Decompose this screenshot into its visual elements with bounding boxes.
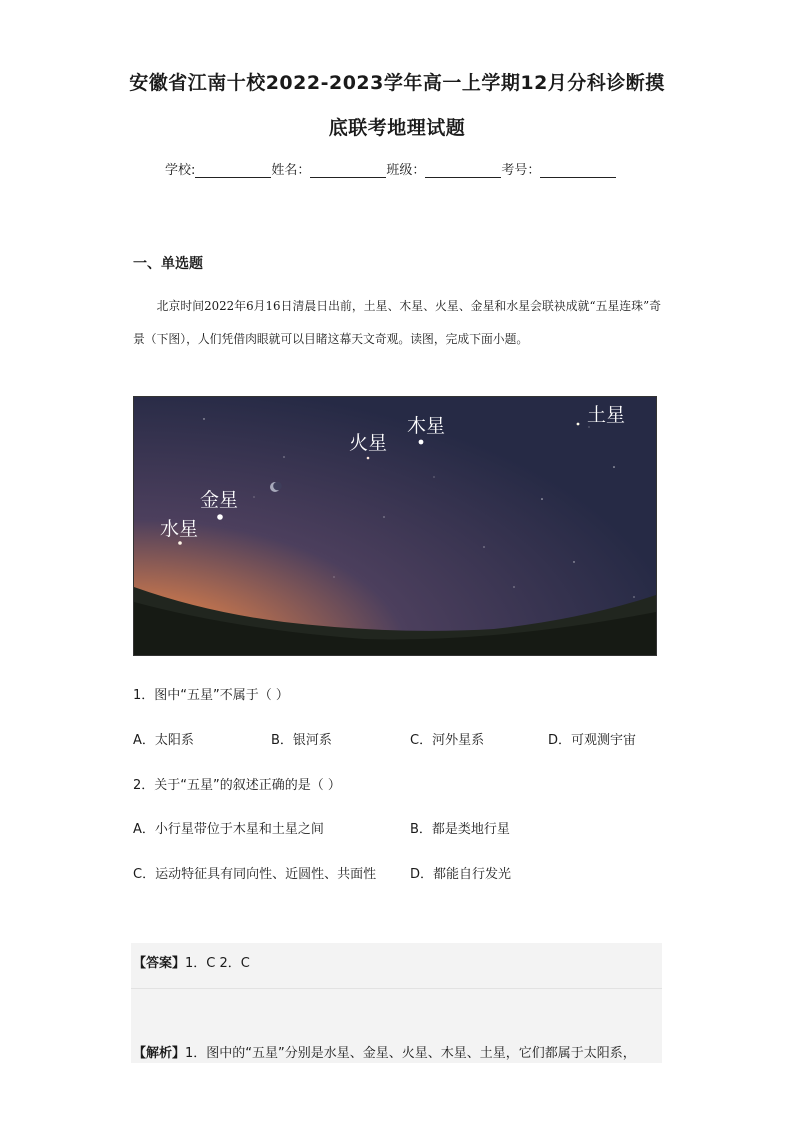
answer-label: 【答案】	[133, 956, 186, 971]
analysis-label: 【解析】	[133, 1046, 186, 1061]
mercury-label: 水星	[160, 518, 199, 540]
saturn-label: 土星	[587, 404, 626, 426]
name-blank[interactable]	[310, 163, 386, 178]
planet-alignment-figure	[133, 396, 657, 656]
saturn-dot	[577, 423, 580, 426]
school-blank[interactable]	[195, 163, 271, 178]
exam-number-blank[interactable]	[540, 163, 616, 178]
question-2-option-d[interactable]: D．都能自行发光	[410, 867, 512, 882]
answer-text: 1．C 2．C	[185, 956, 250, 971]
exam-number-label: 考号：	[501, 163, 541, 178]
answer-line	[133, 952, 250, 971]
name-label: 姓名：	[271, 163, 311, 178]
school-label: 学校:	[165, 163, 196, 178]
class-blank[interactable]	[425, 163, 501, 178]
question-1-option-b[interactable]: B．银河系	[271, 733, 332, 748]
question-passage: 北京时间2022年6月16日清晨日出前，土星、木星、火星、金星和水星会联袂成就“五星连珠”奇景（下图），人们凭借肉眼就可以目睹这幕天文奇观。读图，完成下面小题。	[133, 299, 661, 346]
venus-label: 金星	[200, 489, 239, 511]
answer-divider	[131, 988, 662, 989]
question-1-option-c[interactable]: C．河外星系	[410, 733, 485, 748]
question-1-stem: 1．图中“五星”不属于（ ）	[133, 688, 289, 703]
question-2-option-b[interactable]: B．都是类地行星	[410, 822, 510, 837]
question-1-option-d[interactable]: D．可观测宇宙	[548, 733, 637, 748]
jupiter-label: 木星	[407, 415, 446, 437]
document-title-line-1: 安徽省江南十校2022-2023学年高一上学期12月分科诊断摸	[129, 72, 665, 94]
mars-label: 火星	[349, 432, 388, 454]
section-heading: 一、单选题	[133, 256, 203, 272]
mercury-dot	[178, 541, 182, 545]
venus-dot	[217, 514, 223, 520]
question-2-option-a[interactable]: A．小行星带位于木星和土星之间	[133, 822, 324, 837]
document-title-line-2: 底联考地理试题	[328, 117, 466, 139]
question-2-stem: 2．关于“五星”的叙述正确的是（ ）	[133, 778, 341, 793]
analysis-text: 1．图中的“五星”分别是水星、金星、火星、木星、土星，它们都属于太阳系，	[185, 1046, 636, 1061]
question-2-option-c[interactable]: C．运动特征具有同向性、近圆性、共面性	[133, 867, 377, 882]
student-info-row	[165, 159, 616, 178]
question-1-option-a[interactable]: A．太阳系	[133, 733, 194, 748]
analysis-line	[133, 1042, 636, 1061]
class-label: 班级：	[386, 163, 426, 178]
jupiter-dot	[419, 440, 424, 445]
mars-dot	[367, 457, 370, 460]
